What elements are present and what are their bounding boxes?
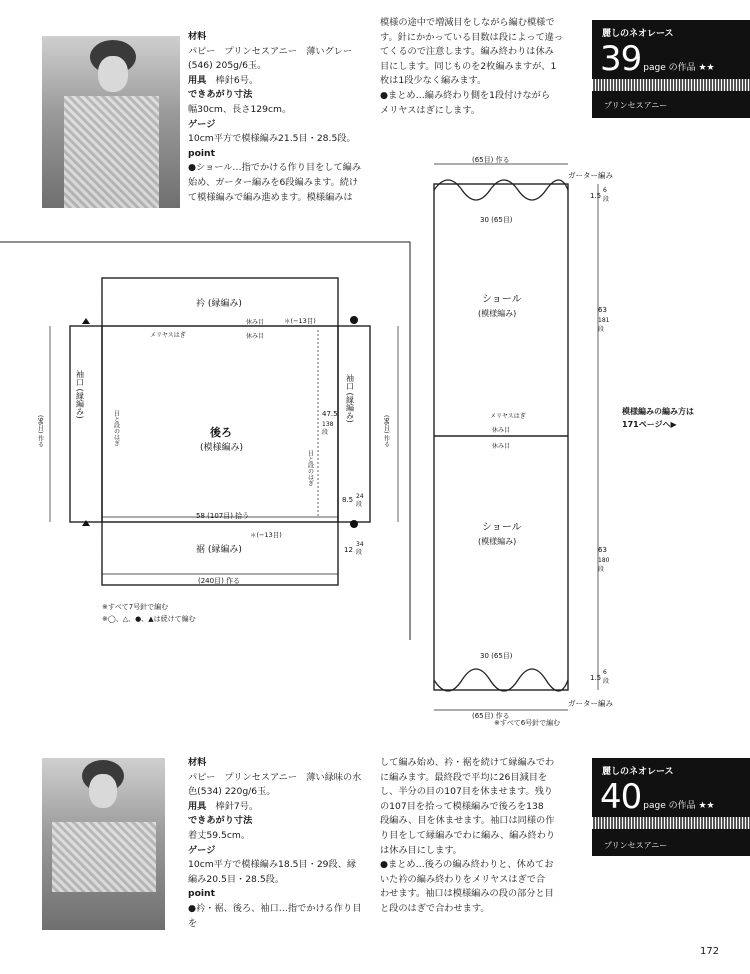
instructions-text-40: して編み始め、衿・裾を続けて縁編みでわ に編みます。最終段で平均に26目減目を し、半分の目の107目を休ませます。残り の107目を拾って模様編みで後ろを138 段編み、目を休ませます。袖口は同様の作 り目をして縁編みでわに編み、編み終わり は休み目にします。 ●まとめ…後ろの編み終わりと、休めてお いた衿の編み終わりをメリヤスはぎで合 わせます。袖口は模様編みの段の部分と目 と段のはぎで合わせます。 bbox=[380, 757, 556, 914]
badge-39: 麗しのネオレース 39 page の作品 ★★ bbox=[592, 20, 750, 118]
shawl-top-sub: (模様編み) bbox=[478, 309, 517, 318]
instructions-text-39: 模様の途中で増減目をしながら編む模様で す。針にかかっている目数は段によって違っ てくるので注意します。編み終わりは休み 目にします。同じものを2枚編みますが、1 枚は1段少なく編みます。 ●まとめ…編み終わり側を1段付けながら メリヤスはぎにします。 bbox=[380, 17, 564, 116]
h12b: 34 bbox=[356, 541, 364, 548]
h85b: 24 bbox=[356, 493, 364, 500]
materials-text-40: 材料 パピー プリンセスアニー 薄い緑味の水 色(534) 220g/6玉。 用具 棒針7号。 できあがり寸法 着丈59.5cm。 ゲージ 10cm平方で模様編み18.5目・29段、縁 編み20.5目・28.5段。 point ●衿・裾、後ろ、袖口…指でかける作り目を bbox=[188, 757, 362, 929]
model-photo-39 bbox=[42, 36, 180, 208]
model-photo-40 bbox=[42, 758, 165, 930]
me-dan-right: 目と段のはぎ bbox=[306, 450, 314, 486]
garter-top: ガーター編み bbox=[568, 171, 613, 180]
yasumi-right-2: 休み目 bbox=[492, 443, 511, 450]
h475: 47.5 bbox=[322, 410, 338, 418]
h475b: 138 bbox=[322, 421, 334, 428]
yarn-label-40: プリンセスアニー bbox=[604, 841, 668, 850]
shawl-bottom-label: ショール bbox=[482, 522, 522, 533]
diagram-left-note-2: ※◯、△、●、▲は続けて編む bbox=[102, 615, 196, 623]
w30-bottom: 30 (65目) bbox=[480, 652, 513, 660]
shawl-note: ※すべて6号針で編む bbox=[494, 719, 561, 727]
dan-mid-bottom: 段 bbox=[598, 566, 605, 573]
made65-bottom: (65目) 作る bbox=[472, 712, 510, 720]
hem-label: 裾 (縁編み) bbox=[196, 545, 242, 555]
sweater-diagram bbox=[0, 240, 420, 640]
h6-top: 6 bbox=[603, 187, 607, 194]
h85c: 段 bbox=[356, 501, 363, 508]
minus13-top: ＊(−13目) bbox=[284, 317, 316, 325]
collar-label: 衿 (縁編み) bbox=[196, 299, 242, 309]
side96-left: (96目) 作る bbox=[36, 415, 44, 448]
h63-bottom: 63 bbox=[598, 546, 607, 554]
yarn-label-39: プリンセスアニー bbox=[604, 101, 668, 110]
me-dan-left: 目と段のはぎ bbox=[112, 410, 120, 446]
shawl-bottom-sub: (模様編み) bbox=[478, 537, 517, 546]
w30-top: 30 (65目) bbox=[480, 216, 513, 224]
meriyasu-right: メリヤスはぎ bbox=[490, 413, 526, 420]
h6-bottom: 6 bbox=[603, 669, 607, 676]
dan-mid-top: 段 bbox=[598, 326, 605, 333]
cuff-right-label: 袖口 (縁編み) bbox=[345, 374, 355, 423]
shawl-top-label: ショール bbox=[482, 294, 522, 305]
minus13-bottom: ＊(−13目) bbox=[250, 531, 282, 539]
h12: 12 bbox=[344, 546, 353, 554]
made240-label: (240目) 作る bbox=[198, 577, 241, 585]
pattern-ref-line1: 模様編みの編み方は bbox=[622, 407, 694, 416]
h12c: 段 bbox=[356, 549, 363, 556]
width58-label: 58 (107目) 拾う bbox=[196, 512, 250, 520]
back-sub-label: (模様編み) bbox=[200, 443, 244, 453]
garter-bottom: ガーター編み bbox=[568, 699, 613, 708]
h15-top: 1.5 bbox=[590, 192, 602, 200]
side96-right: (96目) 作る bbox=[382, 415, 390, 448]
meriyasu-label-left: メリヤスはぎ bbox=[150, 332, 186, 339]
yasumi-label-1: 休み目 bbox=[246, 319, 265, 326]
page-number: 172 bbox=[700, 946, 720, 957]
h475c: 段 bbox=[322, 429, 329, 436]
dan-top: 段 bbox=[603, 196, 610, 203]
cuff-left-label: 袖口 (縁編み) bbox=[75, 370, 85, 419]
h180: 180 bbox=[598, 557, 610, 564]
dan-bottom: 段 bbox=[603, 678, 610, 685]
materials-text-39: 材料 パピー プリンセスアニー 薄いグレー (546) 205g/6玉。 用具 棒針6号。 できあがり寸法 幅30cm、長さ129cm。 ゲージ 10cm平方で模様編み21.5目・28.5段。 point ●ショール…指でかける作り目をして編み 始め、ガーター編みを6段編みます。続け て模様編みで編み進めます。模様編みは bbox=[188, 31, 362, 203]
made65-top: (65目) 作る bbox=[472, 156, 510, 164]
pattern-ref-line2: 171ページへ▶ bbox=[622, 420, 677, 429]
yasumi-label-2: 休み目 bbox=[246, 333, 265, 340]
shawl-diagram bbox=[420, 150, 750, 730]
h63-top: 63 bbox=[598, 306, 607, 314]
diagram-left-note-1: ※すべて7号針で編む bbox=[102, 603, 169, 611]
h181: 181 bbox=[598, 317, 610, 324]
h15-bottom: 1.5 bbox=[590, 674, 602, 682]
badge-40: 麗しのネオレース 40 page の作品 ★★ bbox=[592, 758, 750, 856]
h85: 8.5 bbox=[342, 496, 354, 504]
back-label: 後ろ bbox=[210, 426, 232, 439]
yasumi-right-1: 休み目 bbox=[492, 427, 511, 434]
